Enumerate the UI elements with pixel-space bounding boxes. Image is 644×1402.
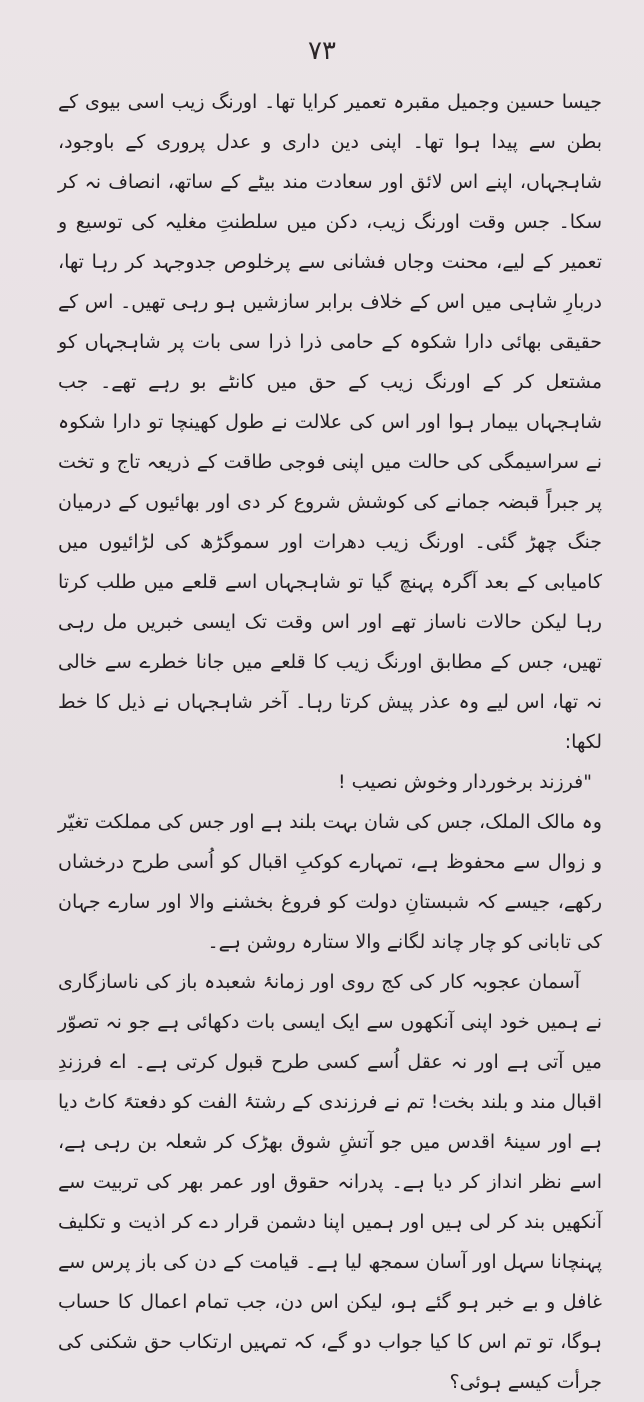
page-number: ۷۳ bbox=[308, 36, 336, 66]
intro-paragraph: جیسا حسین وجمیل مقبرہ تعمیر کرایا تھا۔ اورنگ زیب اسی بیوی کے بطن سے پیدا ہوا تھا۔ اپنی دین داری و عدل پروری کے باوجود، شاہجہاں، اپنے اس لائق اور سعادت مند بیٹے کے ساتھ، انصاف نہ کر سکا۔ جس وقت اورنگ زیب، دکن میں سلطنتِ مغلیہ کی توسیع و تعمیر کے لیے، محنت وجاں فشانی سے پرخلوص جدوجہد کر رہا تھا، دربارِ شاہی میں اس کے خلاف برابر سازشیں ہو رہی تھیں۔ اس کے حقیقی بھائی دارا شکوہ کے حامی ذرا ذرا سی بات پر شاہجہاں کو مشتعل کر کے اورنگ زیب کے حق میں کانٹے بو رہے تھے۔ جب شاہجہاں بیمار ہوا اور اس کی علالت نے طول کھینچا تو دارا شکوہ نے سراسیمگی کی حالت میں اپنی فوجی طاقت کے ذریعہ تاج و تخت پر جبراً قبضہ جمانے کی کوشش شروع کر دی اور بھائیوں کے درمیان جنگ چھڑ گئی۔ اورنگ زیب دھرات اور سموگڑھ کی لڑائیوں میں کامیابی کے بعد آگرہ پہنچ گیا تو شاہجہاں اسے قلعے میں طلب کرتا رہا لیکن حالات ناساز تھے اور اس وقت تک ایسی خبریں مل رہی تھیں، جس کے مطابق اورنگ زیب کا قلعے میں جانا خطرے سے خالی نہ تھا، اس لیے وہ عذر پیش کرتا رہا۔ آخر شاہجہاں نے ذیل کا خط لکھا: bbox=[58, 91, 602, 753]
letter-paragraph: وہ مالک الملک، جس کی شان بہت بلند ہے اور جس کی مملکت تغیّر و زوال سے محفوظ ہے، تمہارے کوکبِ اقبال کو اُسی طرح درخشاں رکھے، جیسے کہ شبستانِ دولت کو فروغ بخشنے والا اور سارے جہان کی تابانی کو چار چاند لگانے والا ستارہ روشن ہے۔ bbox=[58, 811, 602, 953]
body-text bbox=[58, 82, 602, 1402]
letter-salutation: "فرزند برخوردار وخوش نصیب ! bbox=[337, 771, 592, 793]
letter-paragraph: آسمان عجوبہ کار کی کج روی اور زمانۂ شعبدہ باز کی ناسازگاری نے ہمیں خود اپنی آنکھوں سے ایک ایسی بات دکھائی ہے جو نہ تصوّر میں آتی ہے اور نہ عقل اُسے کسی طرح قبول کرتی ہے۔ اے فرزندِ اقبال مند و بلند بخت! تم نے فرزندی کے رشتۂ الفت کو دفعتہً کاٹ دیا ہے اور سینۂ اقدس میں جو آتشِ شوق بھڑک کر شعلہ بن رہی ہے، اسے نظر انداز کر دیا ہے۔ پدرانہ حقوق اور عمر بھر کی تربیت سے آنکھیں بند کر لی ہیں اور ہمیں اپنا دشمن قرار دے کر اذیت و تکلیف پہنچانا سہل اور آسان سمجھ لیا ہے۔ قیامت کے دن کی باز پرس سے غافل و بے خبر ہو گئے ہو، لیکن اس دن، جب تمام اعمال کا حساب ہوگا، تو تم اس کا کیا جواب دو گے، کہ تمہیں ارتکاب حق شکنی کی جرأت کیسے ہوئی؟ bbox=[58, 971, 602, 1393]
